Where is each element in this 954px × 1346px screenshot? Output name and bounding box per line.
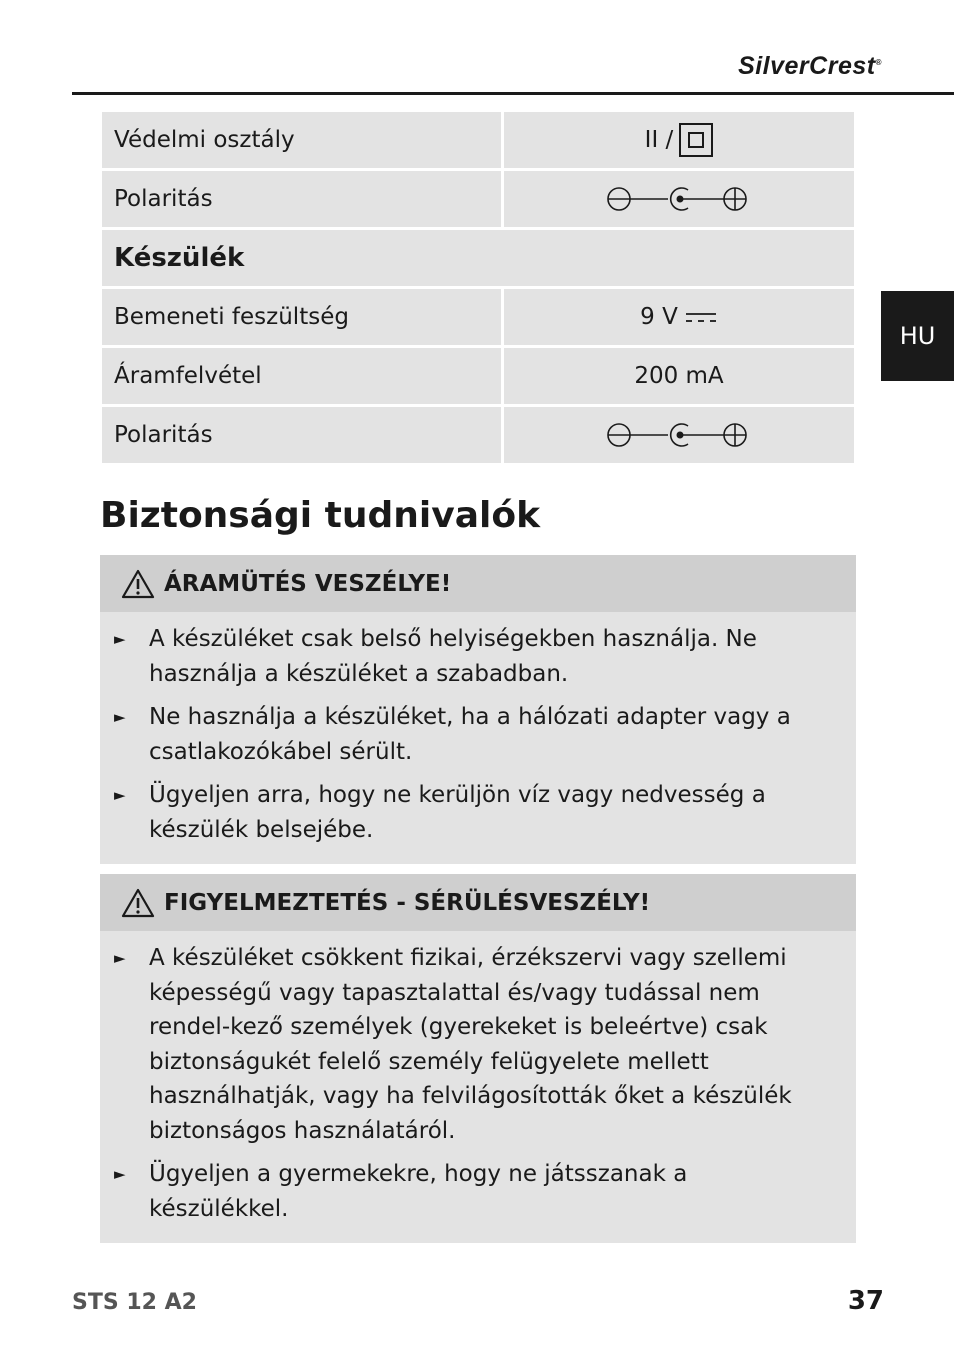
spec-row-polarity (102, 407, 854, 463)
spec-section-device (102, 230, 854, 286)
spec-label: Bemeneti feszültség (102, 289, 501, 345)
list-item: ► A készüléket csak belső helyiségekben használja. Ne használja a készüléket a szabadban. (114, 622, 826, 691)
list-item: ► Ne használja a készüléket, ha a hálózati adapter vagy a csatlakozókábel sérült. (114, 700, 826, 769)
spec-row-protection-class (102, 112, 854, 168)
spec-value: 200 mA (504, 348, 854, 404)
warning-list (100, 931, 856, 1243)
section-title: Biztonsági tudnivalók (100, 495, 541, 536)
bullet-arrow-icon: ► (114, 1165, 126, 1183)
polarity-icon (604, 420, 754, 450)
language-tab: HU (881, 291, 954, 381)
spec-value (504, 171, 854, 227)
spec-row-polarity (102, 171, 854, 227)
spec-value (504, 407, 854, 463)
spec-label: Polaritás (102, 171, 501, 227)
bullet-arrow-icon: ► (114, 708, 126, 726)
page-number: 37 (847, 1286, 884, 1316)
warning-triangle-icon (120, 887, 156, 919)
polarity-icon (604, 184, 754, 214)
warning-list (100, 612, 856, 864)
spec-value: II / (504, 112, 854, 168)
spec-label: Polaritás (102, 407, 501, 463)
list-item: ► A készüléket csökkent fizikai, érzékszervi vagy szellemi képességű vagy tapasztalattal és/vagy tudással nem rendel-kező személyek (gyerekeket is beleértve) csak biztonságukét felelő személy felügyelete mellett használhatják, vagy ha felvilágosították őket a készülék biztonságos használatáról. (114, 941, 826, 1148)
brand-logo: SilverCrest® (738, 52, 882, 80)
header-rule (72, 92, 954, 95)
spec-row-input-voltage (102, 289, 854, 345)
warning-triangle-icon (120, 568, 156, 600)
spec-value: 9 V (504, 289, 854, 345)
warning-heading: FIGYELMEZTETÉS - SÉRÜLÉSVESZÉLY! (100, 874, 856, 931)
footer-model: STS 12 A2 (72, 1290, 197, 1315)
spec-label: Védelmi osztály (102, 112, 501, 168)
warning-box-electric-shock (100, 555, 856, 864)
spec-label: Áramfelvétel (102, 348, 501, 404)
dc-symbol-icon (684, 309, 718, 325)
list-item: ► Ügyeljen arra, hogy ne kerüljön víz vagy nedvesség a készülék belsejébe. (114, 778, 826, 847)
spec-row-current (102, 348, 854, 404)
protection-class-ii-icon (679, 123, 713, 157)
bullet-arrow-icon: ► (114, 949, 126, 967)
bullet-arrow-icon: ► (114, 630, 126, 648)
section-label: Készülék (102, 230, 854, 286)
warning-heading: ÁRAMÜTÉS VESZÉLYE! (100, 555, 856, 612)
list-item: ► Ügyeljen a gyermekekre, hogy ne játsszanak a készülékkel. (114, 1157, 826, 1226)
spec-table (102, 112, 854, 466)
bullet-arrow-icon: ► (114, 786, 126, 804)
warning-box-injury (100, 874, 856, 1243)
